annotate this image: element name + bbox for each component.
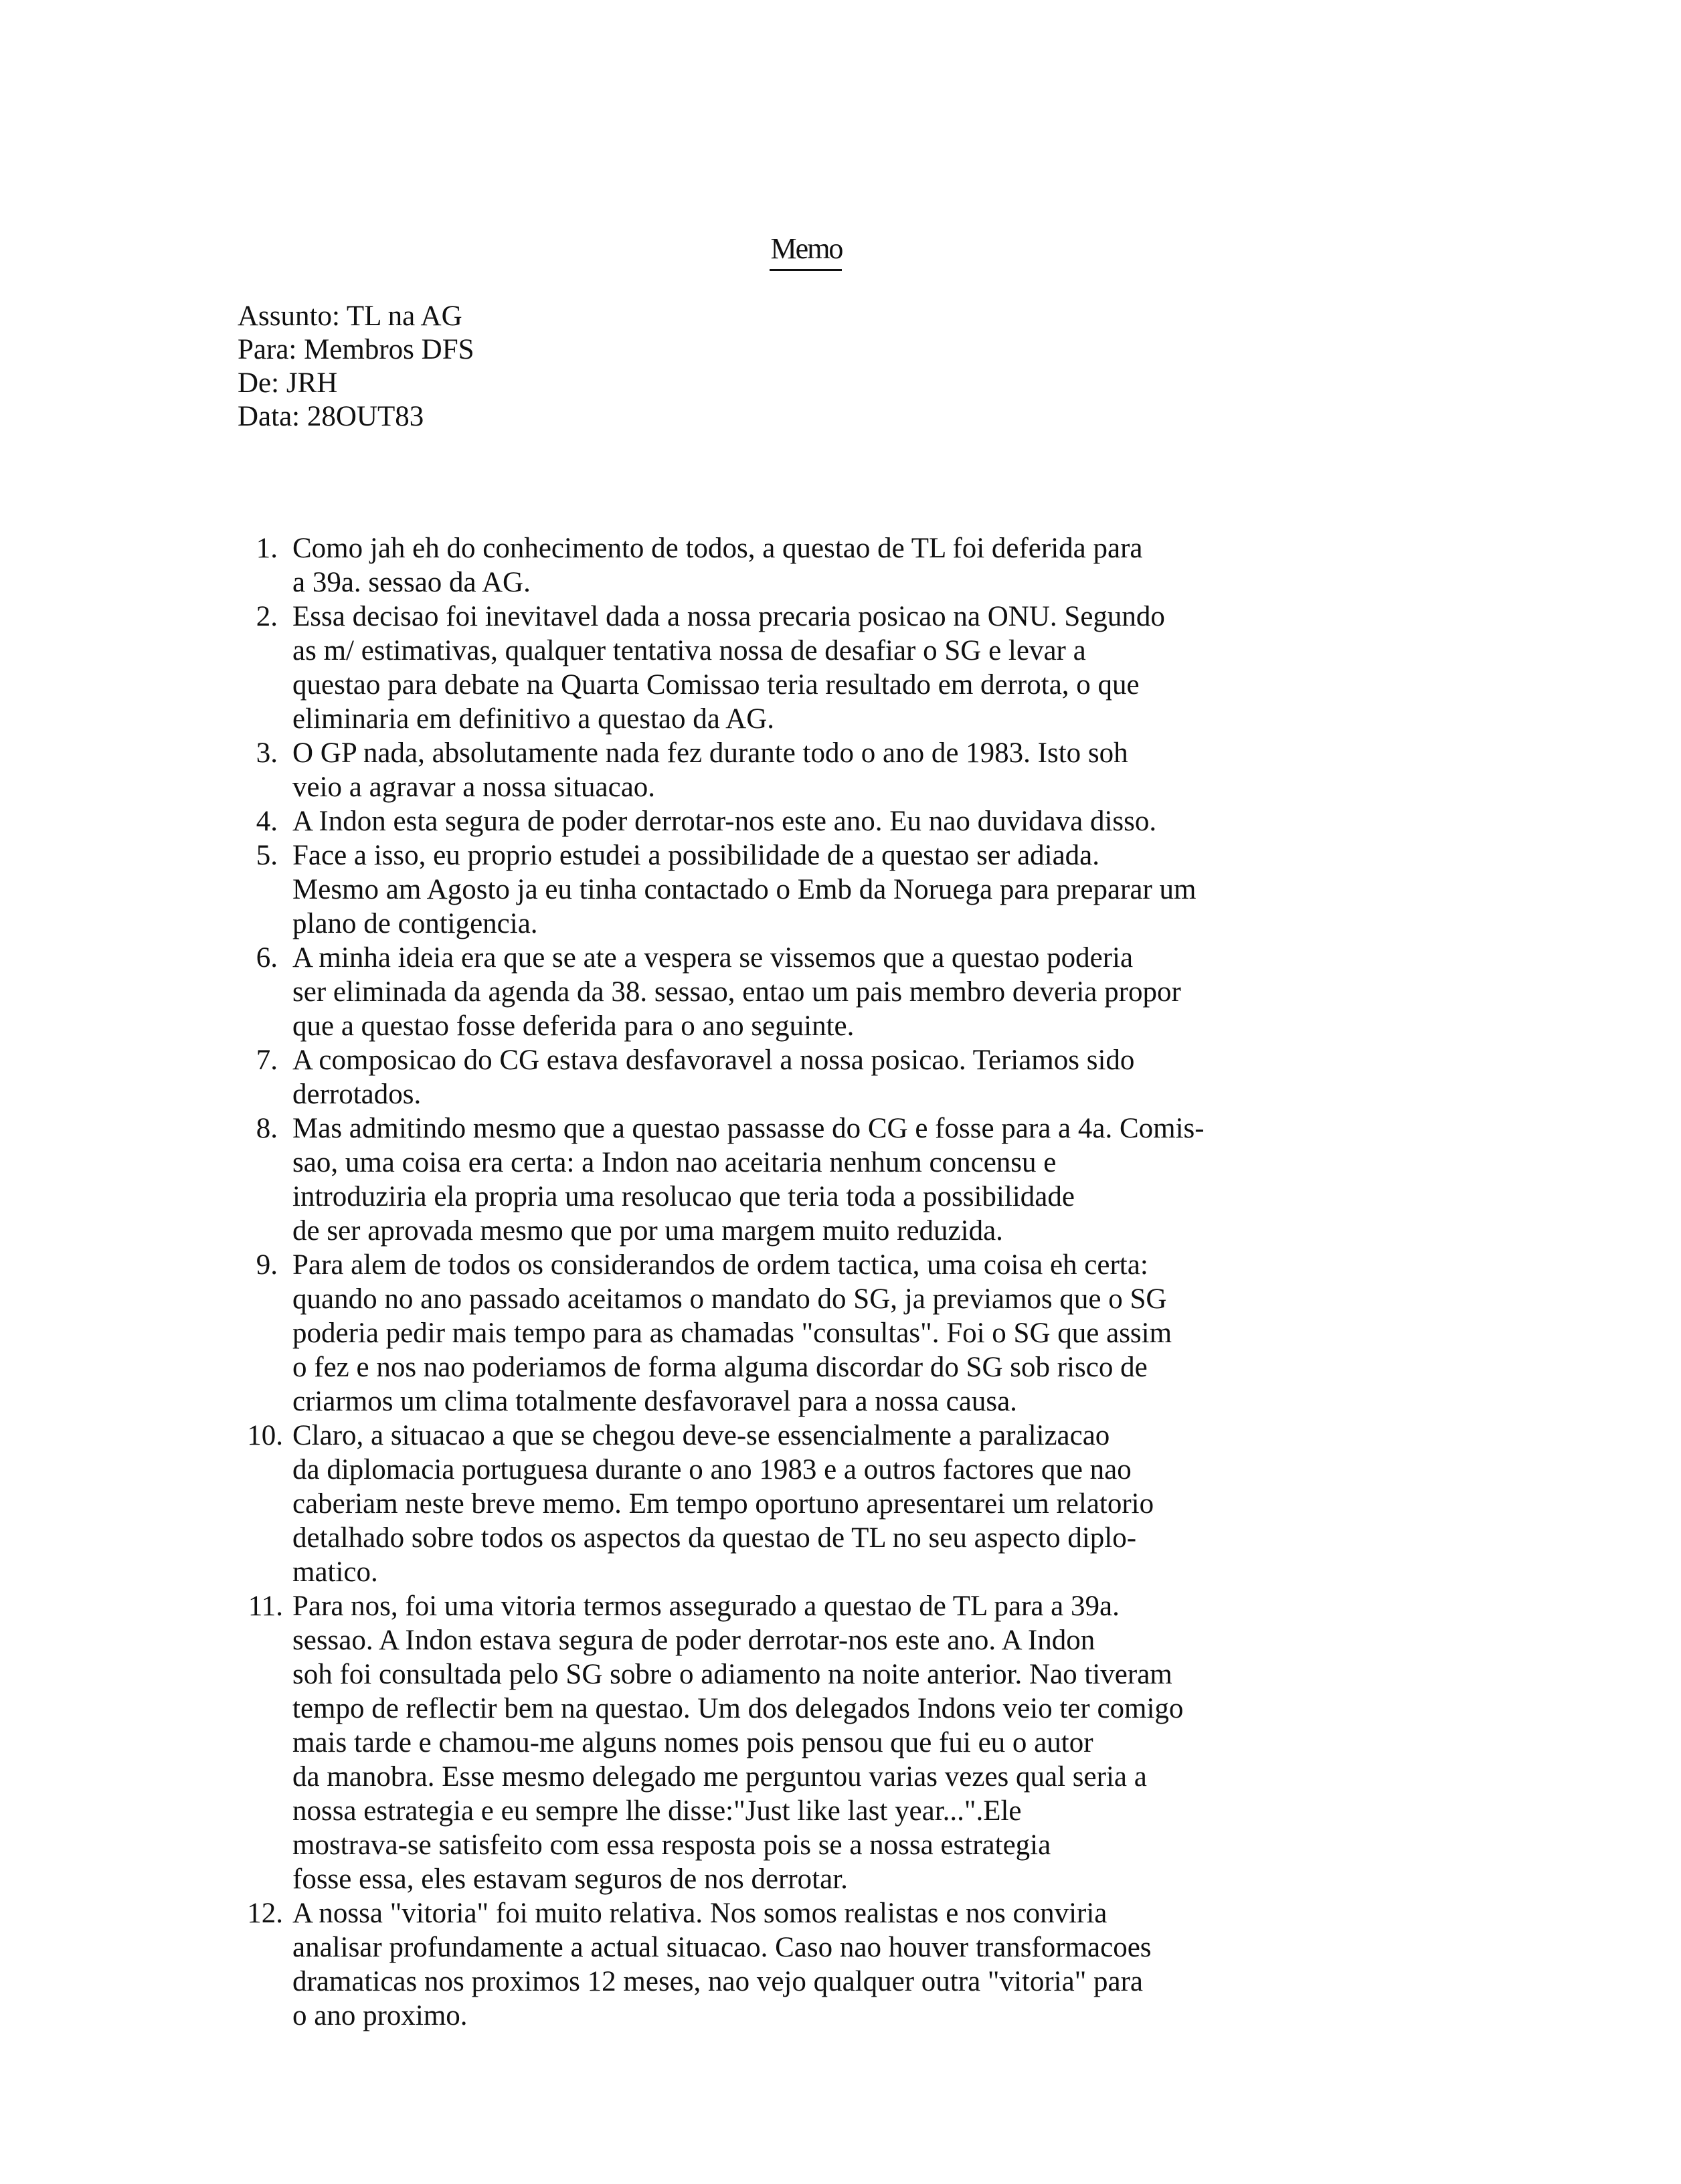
paragraph-text — [292, 804, 1556, 838]
numbered-paragraph-5 — [217, 838, 1556, 941]
text-line: o fez e nos nao poderiamos de forma alguma discordar do SG sob risco de — [292, 1352, 1148, 1383]
text-line: ser eliminada da agenda da 38. sessao, entao um pais membro deveria propor — [292, 976, 1181, 1008]
paragraph-number: 7. — [256, 1044, 278, 1076]
numbered-paragraph-1 — [217, 531, 1556, 600]
text-line: poderia pedir mais tempo para as chamadas "consultas". Foi o SG que assim — [292, 1317, 1172, 1349]
header-date: Data: 28OUT83 — [238, 401, 424, 432]
text-line: o ano proximo. — [292, 2000, 468, 2031]
numbered-paragraph-6 — [217, 941, 1556, 1043]
paragraph-number: 2. — [256, 601, 278, 632]
memo-title-underline — [770, 269, 842, 271]
text-line: mostrava-se satisfeito com essa resposta pois se a nossa estrategia — [292, 1829, 1051, 1861]
text-line: Claro, a situacao a que se chegou deve-se essencialmente a paralizacao — [292, 1420, 1110, 1451]
paragraph-text — [292, 1111, 1556, 1248]
text-line: sao, uma coisa era certa: a Indon nao aceitaria nenhum concensu e — [292, 1147, 1057, 1178]
paragraph-text — [292, 531, 1556, 600]
text-line: A Indon esta segura de poder derrotar-nos este ano. Eu nao duvidava disso. — [292, 806, 1157, 837]
numbered-paragraph-4 — [217, 804, 1556, 838]
text-line: A minha ideia era que se ate a vespera se vissemos que a questao poderia — [292, 942, 1134, 974]
paragraph-number: 4. — [256, 806, 278, 837]
paragraph-number: 3. — [256, 737, 278, 769]
text-line: A composicao do CG estava desfavoravel a nossa posicao. Teriamos sido — [292, 1044, 1135, 1076]
text-line: da manobra. Esse mesmo delegado me perguntou varias vezes qual seria a — [292, 1761, 1147, 1793]
text-line: eliminaria em definitivo a questao da AG. — [292, 703, 775, 735]
text-line: as m/ estimativas, qualquer tentativa nossa de desafiar o SG e levar a — [292, 635, 1086, 666]
text-line: Mesmo am Agosto ja eu tinha contactado o Emb da Noruega para preparar um — [292, 874, 1197, 905]
numbered-paragraph-3 — [217, 736, 1556, 804]
text-line: da diplomacia portuguesa durante o ano 1983 e a outros factores que nao — [292, 1454, 1132, 1485]
paragraph-number: 9. — [256, 1249, 278, 1281]
text-line: Para alem de todos os considerandos de ordem tactica, uma coisa eh certa: — [292, 1249, 1148, 1281]
paragraph-text — [292, 1248, 1556, 1419]
header-sender: De: JRH — [238, 367, 338, 399]
text-line: introduziria ela propria uma resolucao que teria toda a possibilidade — [292, 1181, 1075, 1212]
text-line: Mas admitindo mesmo que a questao passasse do CG e fosse para a 4a. Comis- — [292, 1113, 1205, 1144]
paragraph-number: 10. — [247, 1420, 283, 1451]
paragraph-text — [292, 1896, 1556, 2033]
paragraph-text — [292, 941, 1556, 1043]
text-line: Como jah eh do conhecimento de todos, a questao de TL foi deferida para — [292, 533, 1143, 564]
text-line: tempo de reflectir bem na questao. Um dos delegados Indons veio ter comigo — [292, 1693, 1184, 1724]
paragraph-number: 5. — [256, 840, 278, 871]
paragraph-text — [292, 838, 1556, 941]
text-line: questao para debate na Quarta Comissao teria resultado em derrota, o que — [292, 669, 1140, 701]
numbered-paragraph-10 — [217, 1419, 1556, 1589]
numbered-paragraph-7 — [217, 1043, 1556, 1111]
paragraph-text — [292, 1043, 1556, 1111]
text-line: que a questao fosse deferida para o ano seguinte. — [292, 1010, 855, 1042]
text-line: detalhado sobre todos os aspectos da questao de TL no seu aspecto diplo- — [292, 1522, 1137, 1554]
header-recipients: Para: Membros DFS — [238, 334, 474, 365]
text-line: Para nos, foi uma vitoria termos assegurado a questao de TL para a 39a. — [292, 1590, 1120, 1622]
text-line: A nossa "vitoria" foi muito relativa. Nos somos realistas e nos conviria — [292, 1898, 1108, 1929]
numbered-paragraph-12 — [217, 1896, 1556, 2033]
paragraph-number: 1. — [256, 533, 278, 564]
text-line: veio a agravar a nossa situacao. — [292, 771, 656, 803]
paragraph-text — [292, 736, 1556, 804]
text-line: soh foi consultada pelo SG sobre o adiamento na noite anterior. Nao tiveram — [292, 1659, 1172, 1690]
text-line: a 39a. sessao da AG. — [292, 567, 531, 598]
memo-body — [217, 531, 1556, 2033]
text-line: sessao. A Indon estava segura de poder derrotar-nos este ano. A Indon — [292, 1625, 1095, 1656]
paragraph-number: 8. — [256, 1113, 278, 1144]
paragraph-text — [292, 1419, 1556, 1589]
text-line: quando no ano passado aceitamos o mandato do SG, ja previamos que o SG — [292, 1283, 1167, 1315]
text-line: analisar profundamente a actual situacao. Caso nao houver transformacoes — [292, 1932, 1152, 1963]
text-line: nossa estrategia e eu sempre lhe disse:"Just like last year...".Ele — [292, 1795, 1022, 1827]
paragraph-text — [292, 600, 1556, 736]
text-line: mais tarde e chamou-me alguns nomes pois pensou que fui eu o autor — [292, 1727, 1093, 1758]
paragraph-number: 12. — [247, 1898, 283, 1929]
text-line: criarmos um clima totalmente desfavoravel para a nossa causa. — [292, 1386, 1017, 1417]
numbered-paragraph-2 — [217, 600, 1556, 736]
text-line: dramaticas nos proximos 12 meses, nao vejo qualquer outra "vitoria" para — [292, 1966, 1143, 1997]
paragraph-number: 6. — [256, 942, 278, 974]
text-line: fosse essa, eles estavam seguros de nos derrotar. — [292, 1863, 848, 1895]
text-line: plano de contigencia. — [292, 908, 538, 939]
text-line: caberiam neste breve memo. Em tempo oportuno apresentarei um relatorio — [292, 1488, 1154, 1520]
header-subject: Assunto: TL na AG — [238, 300, 462, 332]
numbered-paragraph-9 — [217, 1248, 1556, 1419]
memo-title: Memo — [770, 232, 843, 265]
memo-header — [238, 300, 474, 434]
text-line: matico. — [292, 1556, 378, 1588]
paragraph-number: 11. — [248, 1590, 283, 1622]
text-line: O GP nada, absolutamente nada fez durante todo o ano de 1983. Isto soh — [292, 737, 1128, 769]
text-line: derrotados. — [292, 1079, 422, 1110]
numbered-paragraph-8 — [217, 1111, 1556, 1248]
text-line: de ser aprovada mesmo que por uma margem muito reduzida. — [292, 1215, 1003, 1247]
paragraph-text — [292, 1589, 1556, 1896]
numbered-paragraph-11 — [217, 1589, 1556, 1896]
text-line: Essa decisao foi inevitavel dada a nossa precaria posicao na ONU. Segundo — [292, 601, 1165, 632]
text-line: Face a isso, eu proprio estudei a possibilidade de a questao ser adiada. — [292, 840, 1100, 871]
